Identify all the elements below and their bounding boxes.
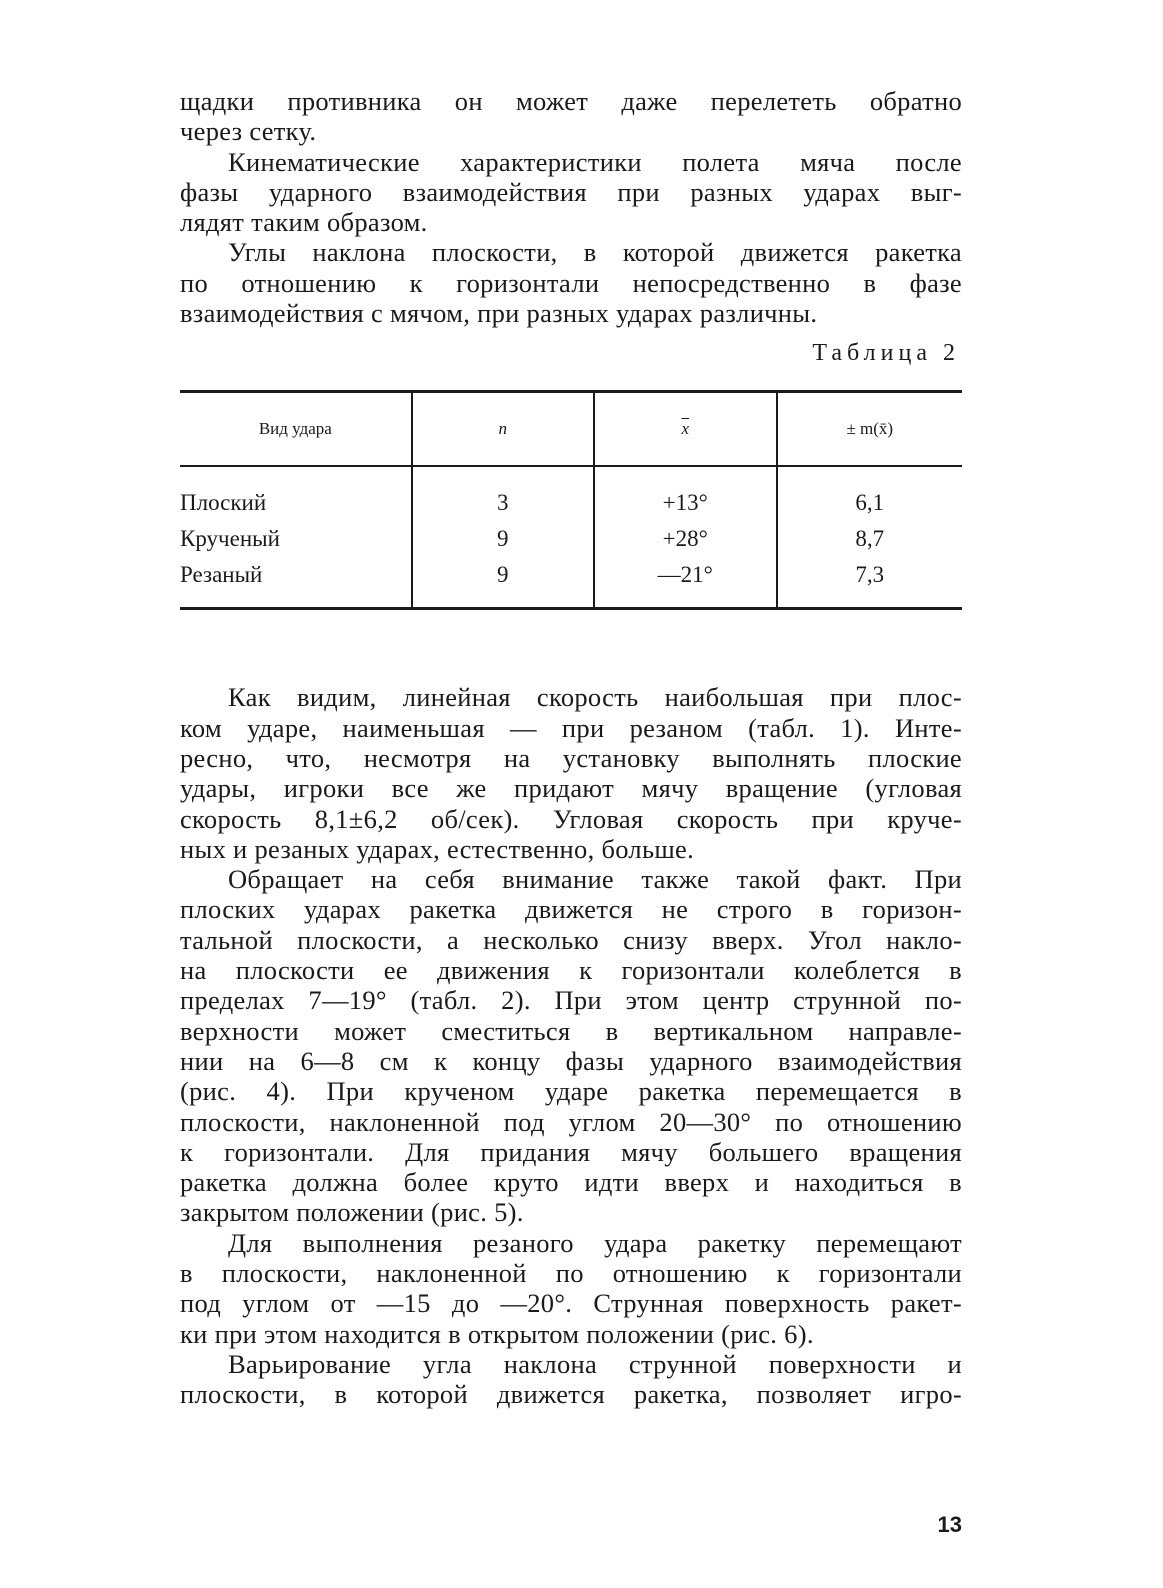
paragraph-angles [180,237,962,328]
cell-n: 3 [412,466,594,521]
text-line: в плоскости, наклоненной по отношению к горизонтали [180,1258,962,1289]
text-line: к горизонтали. Для придания мячу большего вращения [180,1136,962,1167]
text-line: под углом от —15 до —20°. Струнная поверхность ракет- [180,1288,962,1319]
table-row [180,466,962,521]
cell-n: 9 [412,557,594,609]
page-number: 13 [937,1512,962,1537]
text-line: щадки противника он может даже перелететь обратно [180,86,962,116]
cell-error: 8,7 [777,521,962,557]
cell-mean: +13° [594,466,777,521]
table-header-row [180,393,962,466]
text-line: ки при этом находится в открытом положении (рис. 6). [180,1318,814,1349]
header-mean: $\overline{x}$ [594,393,777,466]
text-line: на плоскости ее движения к горизонтали колеблется в [180,955,962,986]
cell-mean: +28° [594,521,777,557]
text-line: Как видим, линейная скорость наибольшая при плос- [228,682,962,713]
table-row [180,521,962,557]
cell-stroke-type: Резаный [180,562,263,588]
text-line: тальной плоскости, а несколько снизу вверх. Угол накло- [180,924,962,955]
book-page [180,86,962,1410]
text-line: (рис. 4). При крученом ударе ракетка перемещается в [180,1076,962,1107]
text-line: лядят таким образом. [180,207,428,238]
cell-stroke-type: Крученый [180,526,280,552]
cell-mean: —21° [594,557,777,609]
text-line: фазы ударного взаимодействия при разных ударах выг- [180,176,962,207]
text-line: нии на 6—8 см к концу фазы ударного взаимодействия [180,1045,962,1076]
text-line: плоскости, в которой движется ракетка, позволяет игро- [180,1379,962,1410]
text-line: ресно, что, несмотря на установку выполнять плоские [180,742,962,773]
text-line: Обращает на себя внимание также такой факт. При [228,864,962,895]
text-line: скорость 8,1±6,2 об/сек). Угловая скорость при круче- [180,803,962,834]
text-line: плоских ударах ракетка движется не строго в горизон- [180,894,962,925]
table-row [180,557,962,609]
text-line: Варьирование угла наклона струнной поверхности и [228,1348,962,1379]
paragraph-variation [180,1349,962,1410]
text-line: ком ударе, наименьшая — при резаном (табл. 1). Инте- [180,712,962,743]
text-line: пределах 7—19° (табл. 2). При этом центр струнной по- [180,985,962,1016]
paragraph-slice [180,1228,962,1349]
body-text-after-table [180,682,962,1409]
data-table [180,390,962,610]
table-bottom-rule [180,609,962,611]
cell-stroke-type: Плоский [180,490,267,516]
table-caption: Таблица 2 [812,340,960,367]
text-line: Для выполнения резаного удара ракетку перемещают [228,1227,962,1258]
text-line: плоскости, наклоненной под углом 20—30° по отношению [180,1106,962,1137]
paragraph-continuation [180,86,962,147]
text-line: удары, игроки все же придают мячу вращение (угловая [180,773,962,804]
text-line: взаимодействия с мячом, при разных ударах различны. [180,298,818,329]
text-line: Кинематические характеристики полета мяча после [228,146,962,177]
text-line: верхности может сместиться в вертикальном направле- [180,1015,962,1046]
cell-error: 7,3 [777,557,962,609]
text-line: Углы наклона плоскости, в которой движется ракетка [228,237,962,268]
paragraph-linear-speed [180,682,962,864]
paragraph-kinematics [180,147,962,238]
text-line: по отношению к горизонтали непосредственно в фазе [180,267,962,298]
text-line: ных и резаных ударах, естественно, больше. [180,833,695,864]
header-stroke-type: Вид удара [180,393,412,466]
text-line: ракетка должна более круто идти вверх и находиться в [180,1167,962,1198]
paragraph-flat-strokes [180,864,962,1228]
text-line: закрытом положении (рис. 5). [180,1197,524,1228]
cell-error: 6,1 [777,466,962,521]
header-error: ± m(x̄) [777,393,962,466]
cell-n: 9 [412,521,594,557]
text-line: через сетку. [180,116,317,147]
header-n: n [412,393,594,466]
